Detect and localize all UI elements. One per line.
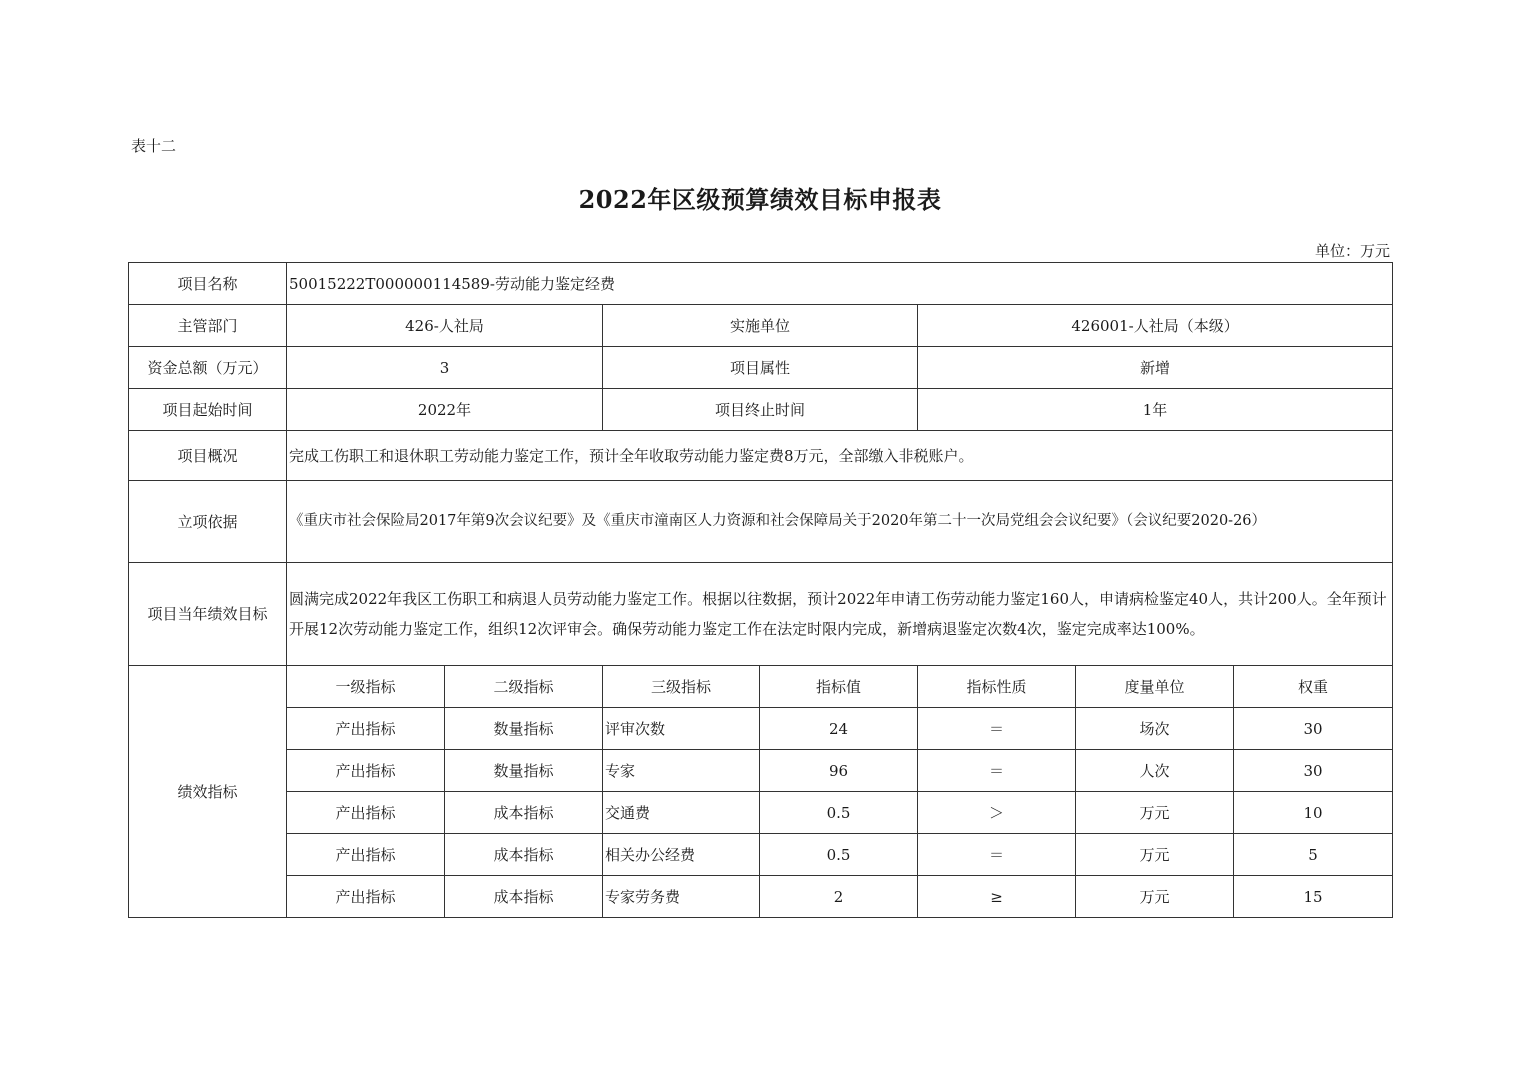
goal-value: 圆满完成2022年我区工伤职工和病退人员劳动能力鉴定工作。根据以往数据，预计2022年申请工伤劳动能力鉴定160人，申请病检鉴定40人，共计200人。全年预计开展12次劳动能力鉴定工作，组织12次评审会。确保劳动能力鉴定工作在法定时限内完成，新增病退鉴定次数4次，鉴定完成率达100%。 bbox=[287, 563, 1393, 666]
indicator-row bbox=[129, 792, 1393, 834]
indicator-row bbox=[129, 708, 1393, 750]
basis-row bbox=[129, 481, 1393, 563]
start-label: 项目起始时间 bbox=[129, 389, 287, 431]
unit-cell: 万元 bbox=[1076, 792, 1234, 834]
goal-row bbox=[129, 563, 1393, 666]
department-row bbox=[129, 305, 1393, 347]
level3-cell: 相关办公经费 bbox=[603, 834, 760, 876]
start-value: 2022年 bbox=[287, 389, 603, 431]
level1-cell: 产出指标 bbox=[287, 792, 445, 834]
indicator-row bbox=[129, 876, 1393, 918]
value-cell: 0.5 bbox=[760, 792, 918, 834]
nature-cell: ＝ bbox=[918, 834, 1076, 876]
level2-cell: 成本指标 bbox=[445, 876, 603, 918]
value-cell: 0.5 bbox=[760, 834, 918, 876]
level3-cell: 交通费 bbox=[603, 792, 760, 834]
header-level1: 一级指标 bbox=[287, 666, 445, 708]
document-title: 2022年区级预算绩效目标申报表 bbox=[578, 185, 942, 214]
basis-value: 《重庆市社会保险局2017年第9次会议纪要》及《重庆市潼南区人力资源和社会保障局关于2020年第二十一次局党组会会议纪要》（会议纪要2020-26） bbox=[287, 481, 1393, 563]
level3-cell: 评审次数 bbox=[603, 708, 760, 750]
indicator-row bbox=[129, 750, 1393, 792]
level1-cell: 产出指标 bbox=[287, 708, 445, 750]
fund-label: 资金总额（万元） bbox=[129, 347, 287, 389]
weight-cell: 5 bbox=[1234, 834, 1393, 876]
indicators-section-label: 绩效指标 bbox=[129, 666, 287, 918]
header-weight: 权重 bbox=[1234, 666, 1393, 708]
basis-label: 立项依据 bbox=[129, 481, 287, 563]
table-number: 表十二 bbox=[131, 137, 177, 155]
project-name-row bbox=[129, 263, 1393, 305]
end-value: 1年 bbox=[918, 389, 1393, 431]
attr-label: 项目属性 bbox=[603, 347, 918, 389]
value-cell: 2 bbox=[760, 876, 918, 918]
attr-value: 新增 bbox=[918, 347, 1393, 389]
weight-cell: 15 bbox=[1234, 876, 1393, 918]
indicator-row bbox=[129, 834, 1393, 876]
header-level2: 二级指标 bbox=[445, 666, 603, 708]
dept-label: 主管部门 bbox=[129, 305, 287, 347]
value-cell: 96 bbox=[760, 750, 918, 792]
weight-cell: 30 bbox=[1234, 750, 1393, 792]
header-value: 指标值 bbox=[760, 666, 918, 708]
period-row bbox=[129, 389, 1393, 431]
nature-cell: ＝ bbox=[918, 708, 1076, 750]
value-cell: 24 bbox=[760, 708, 918, 750]
level3-cell: 专家劳务费 bbox=[603, 876, 760, 918]
level3-cell: 专家 bbox=[603, 750, 760, 792]
nature-cell: ＝ bbox=[918, 750, 1076, 792]
header-nature: 指标性质 bbox=[918, 666, 1076, 708]
nature-cell: ≥ bbox=[918, 876, 1076, 918]
unit-cell: 万元 bbox=[1076, 876, 1234, 918]
header-unit: 度量单位 bbox=[1076, 666, 1234, 708]
level1-cell: 产出指标 bbox=[287, 834, 445, 876]
end-label: 项目终止时间 bbox=[603, 389, 918, 431]
impl-label: 实施单位 bbox=[603, 305, 918, 347]
unit-cell: 人次 bbox=[1076, 750, 1234, 792]
impl-value: 426001-人社局（本级） bbox=[918, 305, 1393, 347]
fund-value: 3 bbox=[287, 347, 603, 389]
overview-label: 项目概况 bbox=[129, 431, 287, 481]
unit-label: 单位：万元 bbox=[1314, 242, 1390, 260]
level1-cell: 产出指标 bbox=[287, 750, 445, 792]
budget-performance-table bbox=[128, 262, 1393, 918]
level2-cell: 数量指标 bbox=[445, 750, 603, 792]
project-name-value: 50015222T000000114589-劳动能力鉴定经费 bbox=[287, 263, 1393, 305]
level1-cell: 产出指标 bbox=[287, 876, 445, 918]
goal-label: 项目当年绩效目标 bbox=[129, 563, 287, 666]
level2-cell: 数量指标 bbox=[445, 708, 603, 750]
weight-cell: 10 bbox=[1234, 792, 1393, 834]
fund-row bbox=[129, 347, 1393, 389]
unit-cell: 场次 bbox=[1076, 708, 1234, 750]
project-name-label: 项目名称 bbox=[129, 263, 287, 305]
dept-value: 426-人社局 bbox=[287, 305, 603, 347]
weight-cell: 30 bbox=[1234, 708, 1393, 750]
overview-row bbox=[129, 431, 1393, 481]
indicator-header-row bbox=[129, 666, 1393, 708]
header-level3: 三级指标 bbox=[603, 666, 760, 708]
nature-cell: ＞ bbox=[918, 792, 1076, 834]
level2-cell: 成本指标 bbox=[445, 792, 603, 834]
overview-value: 完成工伤职工和退休职工劳动能力鉴定工作，预计全年收取劳动能力鉴定费8万元，全部缴入非税账户。 bbox=[287, 431, 1393, 481]
unit-cell: 万元 bbox=[1076, 834, 1234, 876]
level2-cell: 成本指标 bbox=[445, 834, 603, 876]
